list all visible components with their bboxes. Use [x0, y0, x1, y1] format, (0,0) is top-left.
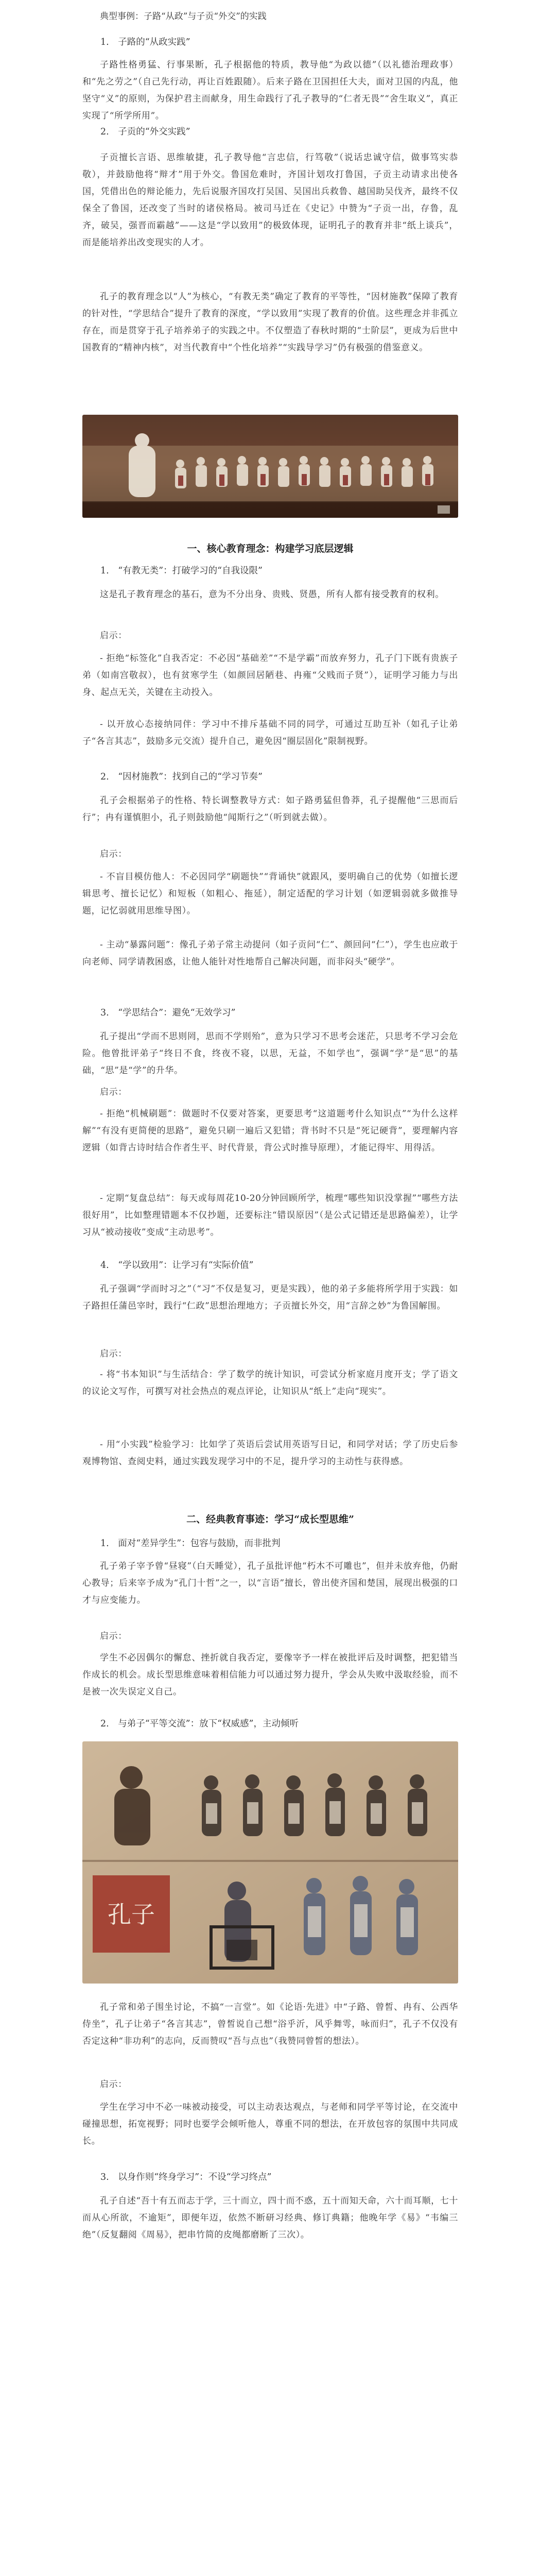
paragraph-summary: 孔子的教育理念以“人”为核心，“有教无类”确定了教育的平等性，“因材施教”保障了教育的针对性，“学思结合”提升了教育的深度，“学以致用”实现了教育的价值。这些理念并非孤立存在，而是贯穿于孔子培养弟子的实践之中。不仅塑造了春秋时期的“士阶层”，更成为后世中国教育的“精神内核”，对当代教育中“个性化培养”“实践导学习”仍有极强的借鉴意义。	[82, 292, 458, 353]
story-title-3: 3. 以身作则“终身学习”：不设“学习终点”	[100, 2172, 272, 2182]
story-2-paragraph: 孔子常和弟子围坐讨论，不搞“一言堂”。如《论语·先进》中“子路、曾皙、冉有、公西华侍坐”，孔子让弟子“各言其志”，曾皙说自己想“浴乎沂，风乎舞雩，咏而归”，孔子不仅没有否定这种“非功利”的志向，反而赞叹“吾与点也”（我赞同曾皙的想法）。	[82, 2002, 458, 2046]
idea-1-point-1: - 拒绝“标签化”自我否定：不必因“基础差”“不是学霸”而放弃努力，孔子门下既有贵族子弟（如南宫敬叔），也有贫寒学生（如颜回居陋巷、冉雍“父贱而子贤”），证明学习能力与出身、起点无关，关键在主动投入。	[82, 653, 458, 698]
paragraph-zilu: 子路性格勇猛、行事果断，孔子根据他的特质，教导他“为政以德”（以礼德治理政事）和“先之劳之”（自己先行动，再让百姓跟随）。后来子路在卫国担任大夫，面对卫国的内乱，他坚守“义”的原则，为保护君主而献身，用生命践行了孔子教导的“仁者无畏”“舍生取义”，真正实现了“所学所用”。	[82, 60, 458, 121]
part-one-heading: 一、核心教育理念：构建学习底层逻辑	[187, 543, 354, 554]
story-1-insight-label: 启示：	[100, 1631, 127, 1641]
confucius-teaching-image	[82, 415, 458, 518]
idea-1-point-2: - 以开放心态接纳同伴：学习中不排斥基础不同的同学，可通过互助互补（如孔子让弟子“各言其志”，鼓励多元交流）提升自己，避免因“圈层固化”限制视野。	[82, 719, 458, 747]
idea-4-point-2: - 用“小实践”检验学习：比如学了英语后尝试用英语写日记，和同学对话；学了历史后参观博物馆、查阅史料，通过实践发现学习中的不足，提升学习的主动性与获得感。	[82, 1439, 458, 1467]
story-2-insight-label: 启示：	[100, 2079, 127, 2090]
idea-3-point-2: - 定期“复盘总结”：每天或每周花10-20分钟回顾所学，梳理“哪些知识没掌握”“哪些方法很好用”，比如整理错题本不仅抄题，还要标注“错误原因”（是公式记错还是思路偏差），让学习从“被动接收”变成“主动思考”。	[82, 1193, 458, 1238]
idea-2-point-1: - 不盲目模仿他人：不必因同学“刷题快”“背诵快”就跟风，要明确自己的优势（如擅长逻辑思考、擅长记忆）和短板（如粗心、拖延），制定适配的学习计划（如逻辑弱就多做推导题，记忆弱就用思维导图）。	[82, 872, 458, 916]
paragraph-zigong: 子贡擅长言语、思维敏捷，孔子教导他“言忠信，行笃敬”（说话忠诚守信，做事笃实恭敬），并鼓励他将“辩才”用于外交。鲁国危难时，齐国计划攻打鲁国，子贡主动请求出使各国，凭借出色的辩论能力，先后说服齐国攻打吴国、吴国出兵救鲁、越国助吴伐齐，最终不仅保全了鲁国，还改变了当时的诸侯格局。被司马迁在《史记》中赞为“子贡一出，存鲁，乱齐，破吴，强晋而霸越”——这是“学以致用”的极致体现，证明孔子的教育并非“纸上谈兵”，而是能培养出改变现实的人才。	[82, 152, 458, 248]
idea-2-insight-label: 启示：	[100, 849, 127, 859]
idea-1-insight-label: 启示：	[100, 631, 127, 641]
idea-title-3: 3. “学思结合”：避免“无效学习”	[100, 1008, 236, 1018]
idea-title-1: 1. “有教无类”：打破学习的“自我设限”	[100, 566, 263, 576]
story-2-insight: 学生在学习中不必一味被动接受，可以主动表达观点，与老师和同学平等讨论，在交流中碰撞思想，拓宽视野；同时也要学会倾听他人，尊重不同的想法，在开放包容的氛围中共同成长。	[82, 2102, 458, 2146]
story-1-insight: 学生不必因偶尔的懈怠、挫折就自我否定，要像宰予一样在被批评后及时调整，把犯错当作成长的机会。成长型思维意味着相信能力可以通过努力提升，学会从失败中汲取经验，而不是被一次失误定义自己。	[82, 1653, 458, 1697]
idea-2-paragraph: 孔子会根据弟子的性格、特长调整教导方式：如子路勇猛但鲁莽，孔子提醒他“三思而后行”；冉有谨慎胆小，孔子则鼓励他“闻斯行之”（听到就去做）。	[82, 795, 458, 823]
idea-3-insight-label: 启示：	[100, 1087, 127, 1097]
idea-3-point-1: - 拒绝“机械刷题”：做题时不仅要对答案，更要思考“这道题考什么知识点”“为什么这样解”“有没有更简便的思路”，避免只刷一遍后又犯错；背书时不只是“死记硬背”，要理解内容逻辑（如背古诗时结合作者生平、时代背景，背公式时推导原理），才能记得牢、用得活。	[82, 1109, 458, 1153]
idea-1-paragraph: 这是孔子教育理念的基石，意为不分出身、贵贱、贤愚，所有人都有接受教育的权利。	[100, 589, 444, 600]
story-3-paragraph: 孔子自述“吾十有五而志于学，三十而立，四十而不惑，五十而知天命，六十而耳顺，七十而从心所欲，不逾矩”，即便年迈，依然不断研习经典、修订典籍；他晚年学《易》“韦编三绝”（反复翻阅《周易》，把串竹简的皮绳都磨断了三次）。	[82, 2196, 458, 2240]
idea-2-point-2: - 主动“暴露问题”：像孔子弟子常主动提问（如子贡问“仁”、颜回问“仁”），学生也应敢于向老师、同学请教困惑，让他人能针对性地帮自己解决问题，而非闷头“硬学”。	[82, 940, 458, 967]
idea-title-4: 4. “学以致用”：让学习有“实际价值”	[100, 1260, 254, 1270]
idea-4-point-1: - 将“书本知识”与生活结合：学了数学的统计知识，可尝试分析家庭月度开支；学了语文的议论文写作，可撰写对社会热点的观点评论，让知识从“纸上”走向“现实”。	[82, 1369, 458, 1397]
idea-4-insight-label: 启示：	[100, 1349, 127, 1359]
story-title-2: 2. 与弟子“平等交流”：放下“权威感”，主动倾听	[100, 1719, 299, 1729]
idea-title-2: 2. “因材施教”：找到自己的“学习节奏”	[100, 772, 263, 782]
part-two-heading: 二、经典教育事迹：学习“成长型思维”	[186, 1514, 354, 1525]
story-title-1: 1. 面对“差异学生”：包容与鼓励，而非批判	[100, 1538, 281, 1549]
idea-4-paragraph: 孔子强调“学而时习之”（“习”不仅是复习，更是实践），他的弟子多能将所学用于实践：如子路担任蒲邑宰时，践行“仁政”思想治理地方；子贡擅长外交，用“言辞之妙”为鲁国解围。	[82, 1284, 458, 1311]
intro-title: 典型事例：子路“从政”与子贡“外交”的实践	[100, 11, 267, 22]
idea-3-paragraph: 孔子提出“学而不思则罔，思而不学则殆”，意为只学习不思考会迷茫，只思考不学习会危险。他曾批评弟子“终日不食，终夜不寝，以思，无益，不如学也”，强调“学”是“思”的基础，“思”是“学”的升华。	[82, 1031, 458, 1076]
section-title-zigong: 2. 子贡的“外交实践”	[100, 127, 190, 137]
seal-characters: 孔子	[108, 1901, 155, 1928]
confucius-disciples-image	[82, 1741, 458, 1984]
story-1-paragraph: 孔子弟子宰予曾“昼寝”（白天睡觉），孔子虽批评他“朽木不可雕也”，但并未放弃他，仍耐心教导；后来宰予成为“孔门十哲”之一，以“言语”擅长，曾出使齐国和楚国，展现出极强的口才与应变能力。	[82, 1561, 458, 1605]
section-title-zilu: 1. 子路的“从政实践”	[100, 37, 190, 47]
